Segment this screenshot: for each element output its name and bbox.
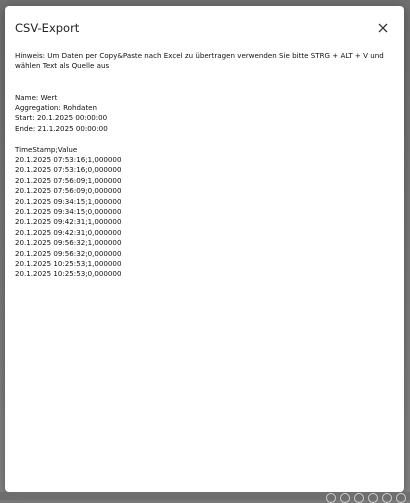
meta-name: Name: Wert [15,92,58,102]
meta-end: Ende: 21.1.2025 00:00:00 [15,123,108,133]
csv-row: 20.1.2025 09:34:15;0,000000 [15,207,122,217]
tray-icon[interactable] [354,493,364,503]
csv-row: 20.1.2025 09:42:31;1,000000 [15,217,122,227]
csv-export-dialog [5,6,404,492]
meta-aggregation: Aggregation: Rohdaten [15,103,98,112]
dialog-title: CSV-Export [15,21,80,35]
csv-header: TimeStamp;Value [15,144,78,154]
tray-icon[interactable] [382,493,392,503]
tray-icon[interactable] [326,493,336,503]
csv-row: 20.1.2025 09:34:15;1,000000 [15,196,122,206]
csv-row: 20.1.2025 07:53:16;0,000000 [15,165,122,175]
export-text[interactable] [15,51,395,280]
tray-icons [326,492,406,500]
csv-row: 20.1.2025 09:42:31;0,000000 [15,227,122,237]
csv-row: 20.1.2025 09:56:32;0,000000 [15,248,122,258]
csv-rows [15,155,395,280]
meta-start: Start: 20.1.2025 00:00:00 [15,113,108,123]
tray-icon[interactable] [396,493,406,503]
csv-row: 20.1.2025 09:56:32;1,000000 [15,238,122,248]
taskbar [0,492,410,500]
tray-icon[interactable] [340,493,350,503]
csv-row: 20.1.2025 07:56:09;0,000000 [15,186,122,196]
close-button[interactable] [376,21,390,35]
hint-text: Hinweis: Um Daten per Copy&Paste nach Excel zu übertragen verwenden Sie bitte STRG + ALT + V und wählen Text als Quelle aus [15,51,384,71]
tray-icon[interactable] [368,493,378,503]
csv-row: 20.1.2025 10:25:53;0,000000 [15,269,122,279]
csv-row: 20.1.2025 10:25:53;1,000000 [15,259,122,269]
csv-row: 20.1.2025 07:56:09;1,000000 [15,175,122,185]
close-icon [376,21,390,35]
csv-row: 20.1.2025 07:53:16;1,000000 [15,155,122,165]
